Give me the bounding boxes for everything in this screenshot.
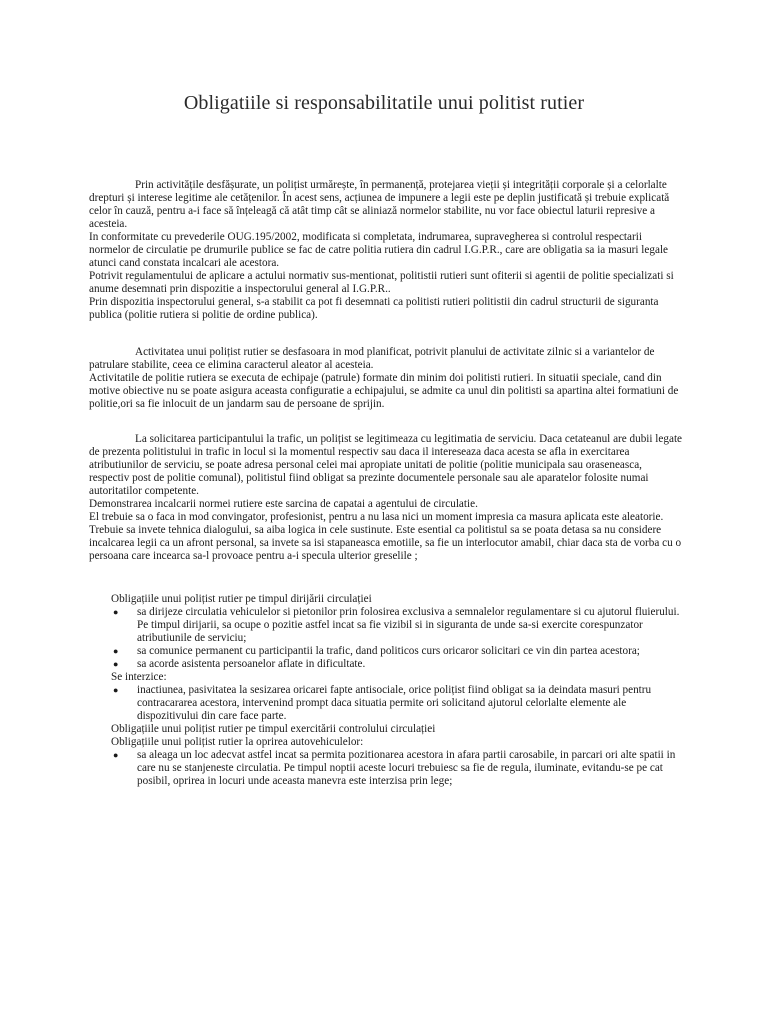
document-title: Obligatiile si responsabilitatile unui politist rutier [183,92,585,114]
bullet-icon: ● [113,685,119,695]
list-item [111,684,683,723]
bullet-list [111,606,683,671]
list-item [111,749,683,788]
bullet-list [111,684,683,723]
list-item [111,645,683,658]
paragraph: Demonstrarea incalcarii normei rutiere este sarcina de capatai a agentului de circulatie. [89,498,478,510]
bullet-icon: ● [113,646,119,656]
section-heading: Se interzice: [111,671,167,683]
section-heading: Obligațiile unui polițist rutier pe timpul exercitării controlului circulației [111,723,436,735]
list-item-text: sa dirijeze circulatia vehiculelor si pietonilor prin folosirea exclusiva a semnalelor regulamentare si cu ajutorul fluierului. Pe timpul dirijarii, sa ocupe o pozitie astfel incat sa fie vizibil si in siguranta de unde sa-si exercite corespunzator atributiunile de serviciu; [137,606,680,644]
bullet-list [111,749,683,788]
obligations-section [111,593,683,788]
paragraph: La solicitarea participantului la trafic, un polițist se legitimeaza cu legitimatia de serviciu. Daca cetateanul are dubii legate de prezenta politistului in trafic in locul si la momentul respectiv sau daca il intereseaza daca acesta se afla in exercitarea atributiunilor de serviciu, se poate adresa personal celei mai apropiate unitati de politie (politie municipala sau oraseneasca, respectiv post de politie comunal), politistul fiind obligat sa prezinte documentele personale sau ale aparatelor folosite numai autoritatilor competente. [89,433,683,497]
paragraph: Prin activitățile desfășurate, un polițist urmărește, în permanență, protejarea vieții și integrității corporale și a celorlalte drepturi și interese legitime ale cetățenilor. În acest sens, acțiunea de impunere a legii este pe deplin justificată și trebuie explicată celor în cauză, pentru a-i face să înțeleagă că atât timp cât se aliniază normelor stabilite, nu vor face obiectul laturii represive a acesteia. [89,179,670,230]
paragraph: Activitatea unui polițist rutier se desfasoara in mod planificat, potrivit planului de activitate zilnic si a variantelor de patrulare stabilite, ceea ce elimina caracterul aleator al acesteia. [89,346,655,371]
list-item-text: inactiunea, pasivitatea la sesizarea oricarei fapte antisociale, orice polițist fiind obligat sa ia deindata masuri pentru contracararea acestora, intervenind prompt daca situatia permite ori solicitand ajutorul celorlalte elemente ale dispozitivului din care face parte. [137,684,652,722]
list-item [111,606,683,645]
document-body [89,179,683,788]
bullet-icon: ● [113,607,119,617]
bullet-icon: ● [113,750,119,760]
paragraph: Activitatile de politie rutiera se executa de echipaje (patrule) formate din minim doi politisti rutieri. In situatii speciale, cand din motive obiective nu se poate asigura aceasta configuratie a echipajului, se admite ca unul din politisti sa apartina altei formatiuni de politie,ori sa fie inlocuit de un jandarm sau de persoane de sprijin. [89,372,679,410]
list-item [111,658,683,671]
section-heading: Obligațiile unui polițist rutier pe timpul dirijării circulației [111,593,372,605]
list-item-text: sa comunice permanent cu participantii la trafic, dand politicos curs oricaror solicitari ce vin din partea acestora; [137,645,640,657]
paragraph: Potrivit regulamentului de aplicare a actului normativ sus-mentionat, politistii rutieri sunt ofiterii si agentii de politie specializati si anume desemnati prin dispozitie a inspectorului general al I.G.P.R.. [89,270,674,295]
paragraph: In conformitate cu prevederile OUG.195/2002, modificata si completata, indrumarea, supravegherea si controlul respectarii normelor de circulatie pe drumurile publice se fac de catre politia rutiera din cadrul I.G.P.R., care are obligatia sa ia masuri legale atunci cand constata incalcari ale acestora. [89,231,669,269]
list-item-text: sa acorde asistenta persoanelor aflate in dificultate. [137,658,366,670]
list-item-text: sa aleaga un loc adecvat astfel incat sa permita pozitionarea acestora in afara partii carosabile, in parcari ori alte spatii in care nu se stanjeneste circulatia. Pe timpul noptii aceste locuri trebuiesc sa fie de regula, iluminate, evitandu-se pe cat posibil, oprirea in locuri unde aceasta manevra este interzisa prin lege; [137,749,676,787]
paragraph: Prin dispozitia inspectorului general, s-a stabilit ca pot fi desemnati ca politisti rutieri politistii din cadrul structurii de siguranta publica (politie rutiera si politie de ordine publica). [89,296,659,321]
paragraph-spacer [89,322,683,346]
bullet-icon: ● [113,659,119,669]
paragraph-spacer [89,411,683,433]
section-heading: Obligațiile unui polițist rutier la oprirea autovehiculelor: [111,736,364,748]
paragraph-spacer [89,563,683,593]
paragraph: El trebuie sa o faca in mod convingator, profesionist, pentru a nu lasa nici un moment impresia ca masura aplicata este aleatorie. Trebuie sa invete tehnica dialogului, sa aiba logica in cele sustinute. Este esential ca politistul sa se poata detasa sa nu considere incalcarea legii ca un afront personal, sa invete sa isi stapaneasca emotiile, sa fie un interlocutor amabil, chiar daca sta de vorba cu o persoana care incearca sa-l provoace pentru a-i specula ulterior greselile ; [89,511,682,562]
